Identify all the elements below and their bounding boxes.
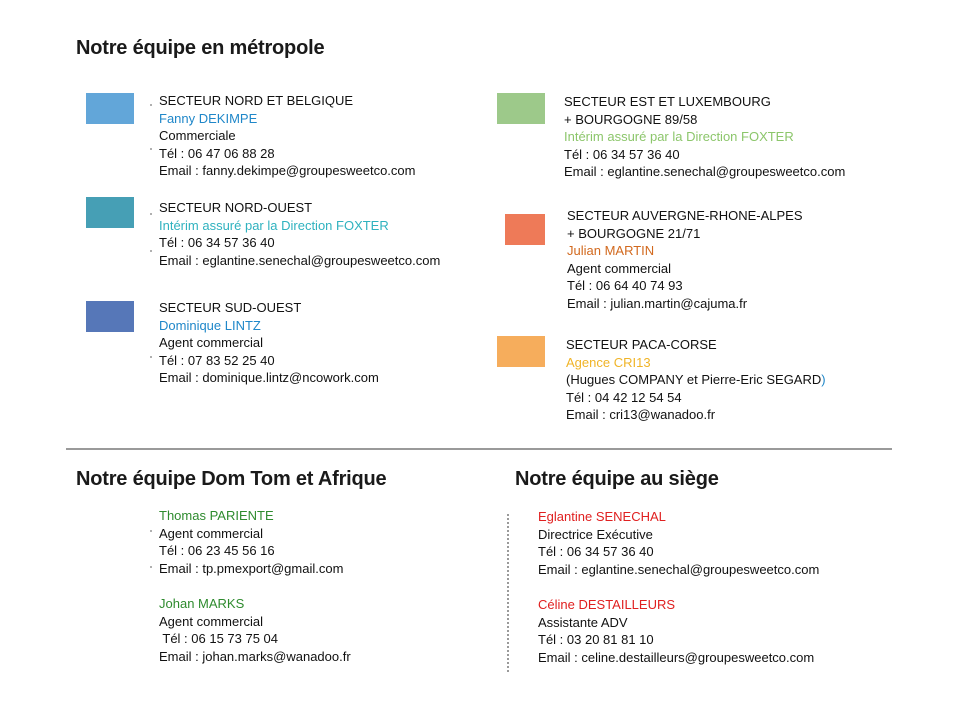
siege-contact-2 (538, 596, 814, 666)
sector-title: SECTEUR PACA-CORSE (566, 337, 717, 352)
sector-title: SECTEUR AUVERGNE-RHONE-ALPES (567, 208, 803, 223)
swatch-nord-ouest (86, 197, 134, 228)
section-divider (66, 448, 892, 450)
heading-metropole: Notre équipe en métropole (76, 37, 325, 59)
contact-role: Agent commercial (159, 613, 264, 629)
decorative-tick (150, 104, 152, 106)
sector-auvergne (567, 207, 803, 312)
decorative-tick (150, 250, 152, 252)
domtom-contact-1 (159, 507, 343, 577)
contact-email: Email : dominique.lintz@ncowork.com (159, 370, 379, 385)
contact-role: Commerciale (159, 128, 236, 143)
contact-tel: Tél : 06 15 73 75 04 (159, 631, 279, 646)
sector-title-extra: + BOURGOGNE 21/71 (567, 225, 701, 241)
contact-tel: Tél : 06 64 40 74 93 (567, 278, 683, 293)
sector-title: SECTEUR SUD-OUEST (159, 300, 302, 315)
contact-tel: Tél : 06 34 57 36 40 (159, 235, 275, 250)
contact-role: Agent commercial (159, 525, 264, 541)
contact-name: Fanny DEKIMPE (159, 110, 258, 126)
interim-note: Intérim assuré par la Direction FOXTER (564, 129, 794, 144)
contact-email: Email : julian.martin@cajuma.fr (567, 295, 748, 311)
sector-est (564, 93, 845, 181)
contact-email: Email : johan.marks@wanadoo.fr (159, 648, 351, 664)
contact-email: Email : eglantine.senechal@groupesweetco.com (159, 252, 441, 268)
contact-tel: Tél : 06 23 45 56 16 (159, 543, 275, 558)
sector-title: SECTEUR EST ET LUXEMBOURG (564, 94, 771, 109)
interim-note: Intérim assuré par la Direction FOXTER (159, 217, 389, 233)
swatch-paca (497, 336, 545, 367)
dotted-separator (507, 514, 509, 672)
siege-contact-1 (538, 508, 819, 578)
swatch-auvergne (505, 214, 545, 245)
sector-sud-ouest (159, 299, 379, 387)
contact-role: Directrice Exécutive (538, 526, 653, 542)
swatch-sud-ouest (86, 301, 134, 332)
contact-email: Email : fanny.dekimpe@groupesweetco.com (159, 163, 416, 178)
contact-role: Agent commercial (567, 260, 672, 276)
contact-email: Email : eglantine.senechal@groupesweetco.com (564, 164, 846, 179)
contact-tel: Tél : 04 42 12 54 54 (566, 389, 682, 405)
heading-domtom: Notre équipe Dom Tom et Afrique (76, 468, 387, 490)
sector-nord (159, 92, 415, 180)
contact-tel: Tél : 06 34 57 36 40 (564, 146, 680, 162)
decorative-tick (150, 356, 152, 358)
sector-title: SECTEUR NORD-OUEST (159, 200, 313, 215)
sector-title-extra: + BOURGOGNE 89/58 (564, 111, 698, 127)
decorative-tick (150, 213, 152, 215)
agency-name: Agence CRI13 (566, 354, 651, 370)
contact-tel: Tél : 07 83 52 25 40 (159, 352, 275, 368)
contact-tel: Tél : 06 34 57 36 40 (538, 544, 654, 559)
contact-name: Dominique LINTZ (159, 317, 261, 333)
contact-email: Email : celine.destailleurs@groupesweetco.com (538, 649, 815, 665)
contact-email: Email : cri13@wanadoo.fr (566, 407, 716, 422)
swatch-nord (86, 93, 134, 124)
contact-name: Julian MARTIN (567, 243, 655, 258)
heading-siege: Notre équipe au siège (515, 468, 719, 490)
decorative-tick (150, 566, 152, 568)
contact-tel: Tél : 06 47 06 88 28 (159, 145, 275, 161)
contact-name: Céline DESTAILLEURS (538, 597, 676, 612)
contact-name: Thomas PARIENTE (159, 508, 274, 523)
decorative-tick (150, 148, 152, 150)
sector-title: SECTEUR NORD ET BELGIQUE (159, 93, 354, 108)
agency-people-text: (Hugues COMPANY et Pierre-Eric SEGARD (566, 372, 822, 387)
agency-people-close: ) (821, 372, 826, 387)
contact-email: Email : tp.pmexport@gmail.com (159, 560, 344, 576)
contact-email: Email : eglantine.senechal@groupesweetco.com (538, 561, 820, 577)
agency-people (566, 371, 826, 389)
contact-role: Agent commercial (159, 335, 264, 350)
contact-name: Eglantine SENECHAL (538, 509, 666, 524)
contact-name: Johan MARKS (159, 596, 245, 611)
swatch-est (497, 93, 545, 124)
sector-paca (566, 336, 826, 424)
contact-role: Assistante ADV (538, 614, 628, 630)
domtom-contact-2 (159, 595, 351, 665)
contact-tel: Tél : 03 20 81 81 10 (538, 632, 654, 647)
sector-nord-ouest (159, 199, 440, 269)
decorative-tick (150, 530, 152, 532)
